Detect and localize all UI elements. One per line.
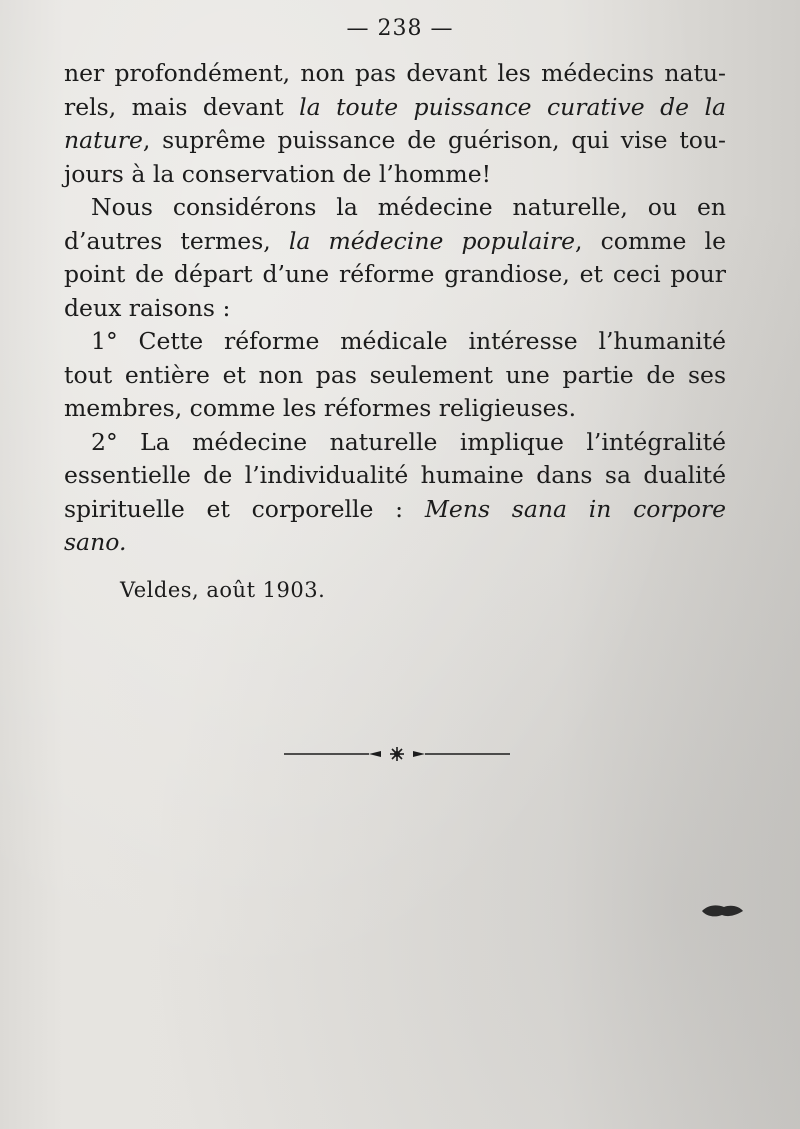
text-segment: Nous considérons la médecine naturelle, ou en	[91, 193, 726, 221]
ink-blot-icon	[700, 902, 744, 920]
text-segment: , suprême puissance de guérison, qui vise tou-	[142, 126, 726, 154]
italic-phrase: sano.	[64, 528, 127, 556]
italic-phrase: la toute puissance curative de la	[299, 92, 726, 121]
text-segment: 1° Cette réforme médicale intéresse l’humanité	[91, 327, 726, 355]
text-segment: rels, mais devant	[64, 92, 300, 121]
text-segment: deux raisons :	[64, 293, 231, 322]
text-line	[64, 258, 726, 292]
text-segment: membres, comme les réformes religieuses.	[64, 394, 577, 422]
text-line	[64, 57, 726, 91]
text-line	[64, 191, 726, 225]
show-through-text	[60, 660, 760, 1060]
text-segment: , comme le	[575, 226, 726, 255]
text-segment: d’autres termes,	[64, 226, 289, 255]
text-line	[64, 526, 726, 560]
text-segment: spirituelle et corporelle :	[64, 494, 425, 523]
text-line	[64, 359, 726, 393]
italic-phrase: la médecine populaire	[288, 226, 576, 255]
place-date-signature: Veldes, août 1903.	[120, 578, 326, 602]
page-number: — 238 —	[346, 16, 454, 41]
text-line	[64, 325, 726, 359]
text-segment: essentielle de l’individualité humaine dans sa dualité	[64, 461, 726, 489]
text-segment: jours à la conservation de l’homme!	[64, 159, 492, 188]
text-line	[64, 493, 726, 527]
ornament-divider-icon	[284, 744, 510, 764]
text-line	[64, 158, 726, 192]
italic-phrase: nature	[64, 126, 143, 154]
text-segment: 2° La médecine naturelle implique l’intégralité	[91, 427, 726, 456]
text-line	[64, 91, 726, 125]
text-line	[64, 225, 726, 259]
text-line	[64, 426, 726, 460]
text-line	[64, 392, 726, 426]
text-line	[64, 124, 726, 158]
text-segment: point de départ d’une réforme grandiose, et ceci pour	[64, 260, 726, 288]
text-line	[64, 292, 726, 326]
text-segment: tout entière et non pas seulement une partie de ses	[64, 360, 726, 389]
body-text	[64, 57, 726, 560]
text-segment: ner profondément, non pas devant les médecins natu-	[64, 59, 726, 87]
italic-phrase: Mens sana in corpore	[424, 494, 726, 523]
text-line	[64, 459, 726, 493]
